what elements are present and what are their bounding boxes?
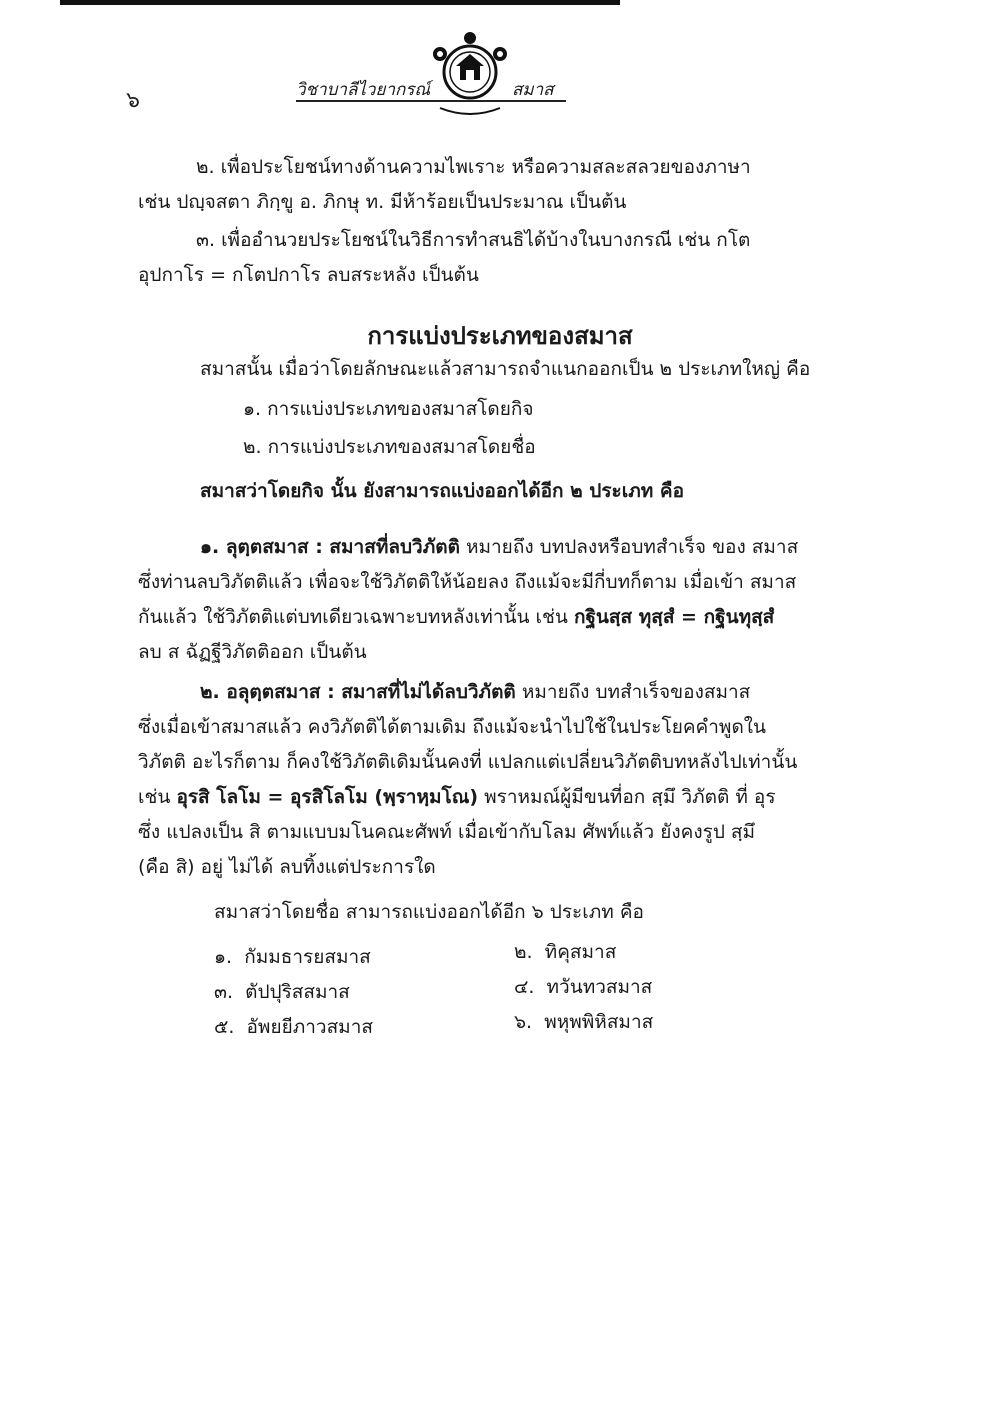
luta-example: กฐินสฺส ทุสฺสํ = กฐินทุสฺสํ <box>573 606 775 628</box>
aluta-line-1-rest: หมายถึง บทสำเร็จของสมาส <box>521 681 751 703</box>
name-item-label: ทวันทวสมาส <box>546 976 653 998</box>
name-item-num: ๖. <box>514 1011 533 1033</box>
by-function-heading: สมาสว่าโดยกิจ นั้น ยังสามารถแบ่งออกได้อีก ๒ ประเภท คือ <box>200 480 685 502</box>
aluta-line-3: วิภัตติ อะไรก็ตาม ก็คงใช้วิภัตติเดิมนั้นคงที่ แปลกแต่เปลี่ยนวิภัตติบทหลังไปเท่านั้น <box>138 751 798 773</box>
luta-line-3 <box>138 608 774 627</box>
aluta-example: อุรสิ โลโม = อุรสิโลโม (พฺราหฺมโณ) <box>176 786 479 808</box>
name-item-num: ๔. <box>514 976 535 998</box>
top-rule <box>60 0 620 5</box>
luta-line-2: ซึ่งท่านลบวิภัตติแล้ว เพื่อจะใช้วิภัตติให้น้อยลง ถึงแม้จะมีกี่บทก็ตาม เมื่อเข้า สมาส <box>138 571 797 593</box>
luta-line-4: ลบ ส ฉัฏฐีวิภัตติออก เป็นต้น <box>138 641 367 663</box>
institution-seal-logo <box>420 20 520 120</box>
aluta-label: ๒. อลุตฺตสมาส : สมาสที่ไม่ได้ลบวิภัตติ <box>200 681 516 703</box>
by-name-heading: สมาสว่าโดยชื่อ สามารถแบ่งออกได้อีก ๖ ประเภท คือ <box>214 901 644 923</box>
name-item-1 <box>214 948 371 967</box>
aluta-line-4-prefix: เช่น <box>138 786 171 808</box>
name-item-label: อัพยยีภาวสมาส <box>246 1016 373 1038</box>
luta-line-3-text: กันแล้ว ใช้วิภัตติแต่บทเดียวเฉพาะบทหลังเท่านั้น เช่น <box>138 606 568 628</box>
luta-line-1 <box>200 538 798 557</box>
name-item-num: ๓. <box>214 981 234 1003</box>
aluta-line-6: (คือ สิ) อยู่ ไม่ได้ ลบทิ้งแต่ประการใด <box>138 856 436 878</box>
aluta-line-5: ซึ่ง แปลงเป็น สิ ตามแบบมโนคณะศัพท์ เมื่อเข้ากับโลม ศัพท์แล้ว ยังคงรูป สฺมึ <box>138 821 756 843</box>
header-right-title: สมาส <box>512 80 554 100</box>
name-item-num: ๕. <box>214 1016 235 1038</box>
name-item-5 <box>214 1018 373 1037</box>
section-intro: สมาสนั้น เมื่อว่าโดยลักษณะแล้วสามารถจำแนกออกเป็น ๒ ประเภทใหญ่ คือ <box>200 358 811 380</box>
name-item-6 <box>514 1013 653 1032</box>
header-left-title: วิชาบาลีไวยากรณ์ <box>296 80 431 100</box>
aluta-line-2: ซึ่งเมื่อเข้าสมาสแล้ว คงวิภัตติได้ตามเดิม ถึงแม้จะนำไปใช้ในประโยคคำพูดใน <box>138 716 767 738</box>
purpose-item-3-line-2: อุปกาโร = กโตปกาโร ลบสระหลัง เป็นต้น <box>138 264 479 286</box>
aluta-line-4-rest: พราหมณ์ผู้มีขนที่อก สฺมึ วิภัตติ ที่ อุร <box>484 786 776 808</box>
purpose-item-3-line-1: ๓. เพื่ออำนวยประโยชน์ในวิธีการทำสนธิได้บ้างในบางกรณี เช่น กโต <box>196 229 751 251</box>
name-item-2 <box>514 943 616 962</box>
aluta-line-4 <box>138 788 776 807</box>
type-item-2: ๒. การแบ่งประเภทของสมาสโดยชื่อ <box>243 436 536 458</box>
name-item-num: ๑. <box>214 946 233 968</box>
purpose-item-2-line-1: ๒. เพื่อประโยชน์ทางด้านความไพเราะ หรือความสละสลวยของภาษา <box>196 156 751 178</box>
page-number: ๖ <box>126 88 140 113</box>
name-item-label: ตัปปุริสสมาส <box>245 981 350 1003</box>
name-item-label: ทิคุสมาส <box>544 941 617 963</box>
name-item-label: พหุพพิหิสมาส <box>544 1011 654 1033</box>
name-item-num: ๒. <box>514 941 533 963</box>
luta-label: ๑. ลุตฺตสมาส : สมาสที่ลบวิภัตติ <box>200 536 460 558</box>
name-item-3 <box>214 983 350 1002</box>
aluta-line-1 <box>200 683 750 702</box>
section-title: การแบ่งประเภทของสมาส <box>367 322 633 350</box>
luta-line-1-rest: หมายถึง บทปลงหรือบทสำเร็จ ของ สมาส <box>465 536 799 558</box>
purpose-item-2-line-2: เช่น ปญฺจสตา ภิกฺขู อ. ภิกษุ ท. มีห้าร้อยเป็นประมาณ เป็นต้น <box>138 191 627 213</box>
name-item-4 <box>514 978 652 997</box>
name-item-label: กัมมธารยสมาส <box>244 946 371 968</box>
type-item-1: ๑. การแบ่งประเภทของสมาสโดยกิจ <box>243 398 534 420</box>
